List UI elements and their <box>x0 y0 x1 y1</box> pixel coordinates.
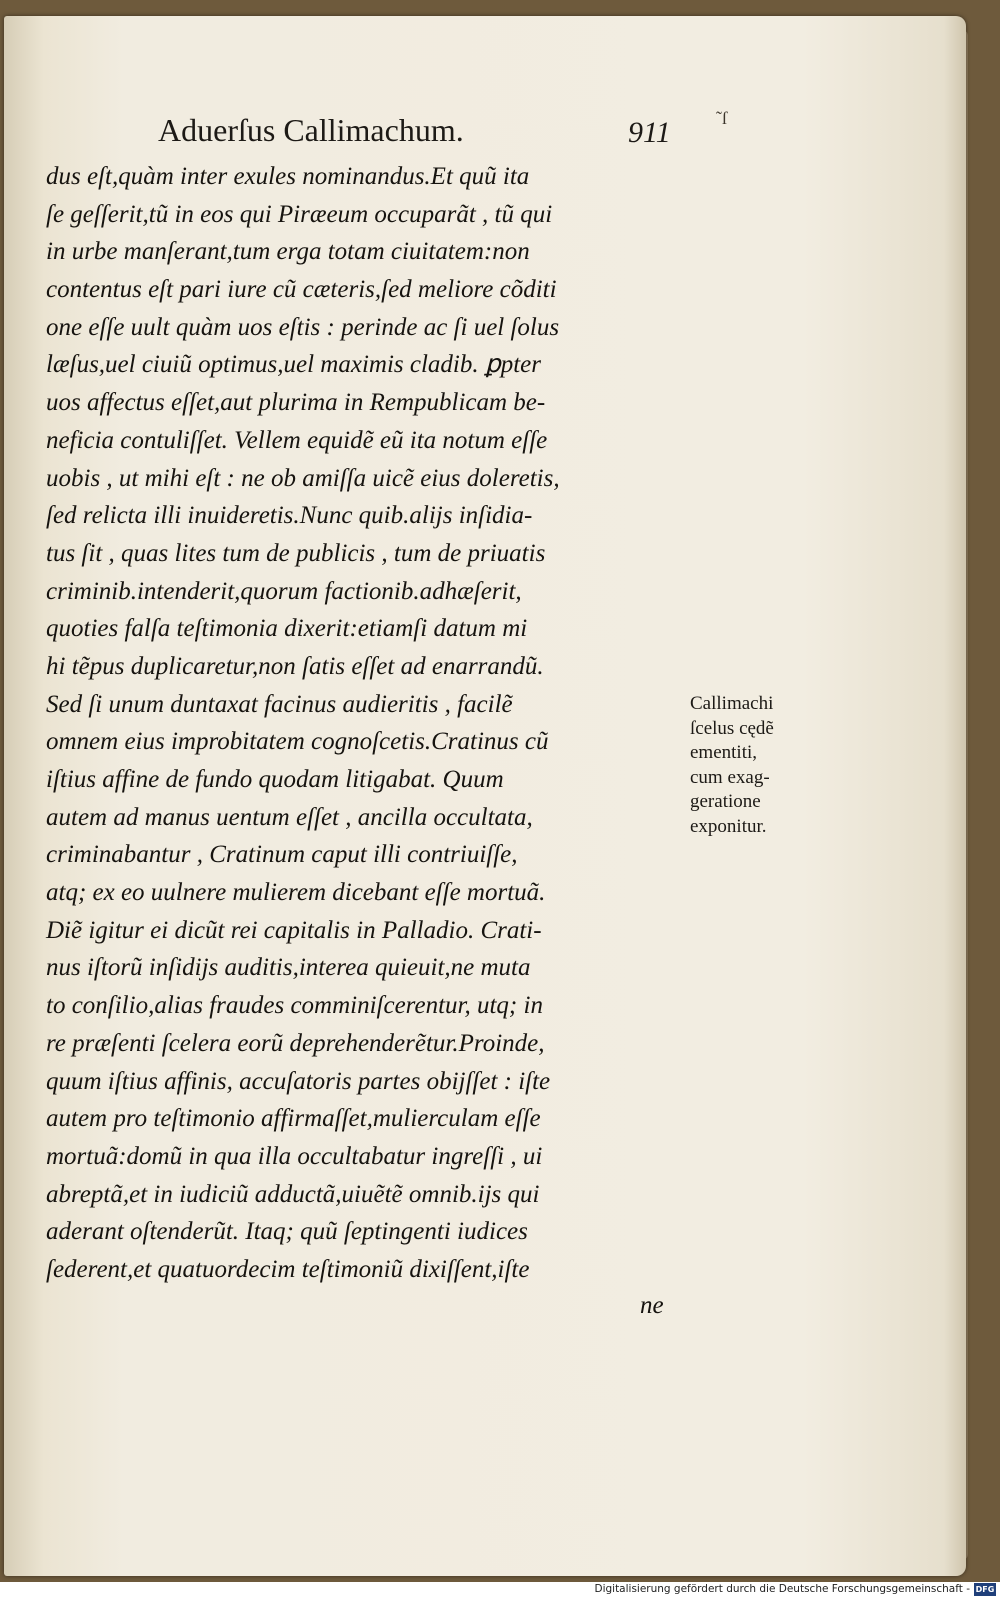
text-line: one eſſe uult quàm uos eſtis : perinde ac ſi uel ſolus <box>46 313 560 341</box>
text-line: uos affectus eſſet,aut plurima in Rempublicam be- <box>46 389 546 417</box>
text-line: dus eſt,quàm inter exules nominandus.Et quũ ita <box>46 163 530 190</box>
marginal-note-line: Callimachi <box>690 693 774 714</box>
text-line: læſus,uel ciuiũ optimus,uel maximis cladib. ꝑpter <box>46 351 541 379</box>
funding-credit: Digitalisierung gefördert durch die Deutsche Forschungsgemeinschaft - <box>594 1583 970 1595</box>
text-line: omnem eius improbitatem cognoſcetis.Cratinus cũ <box>46 728 549 756</box>
marginal-note-line: exponitur. <box>690 815 767 837</box>
dfg-logo-icon: DFG <box>975 1585 995 1594</box>
text-line: aderant oſtenderũt. Itaq; quũ ſeptingenti iudices <box>46 1218 528 1246</box>
text-line: nus iſtorũ inſidijs auditis,interea quieuit,ne muta <box>46 954 531 982</box>
text-line: quum iſtius affinis, accuſatoris partes obijſſet : iſte <box>46 1067 551 1095</box>
text-line: ſe geſſerit,tũ in eos qui Piræeum occuparãt , tũ qui <box>46 200 553 228</box>
text-line: ſed relicta illi inuideretis.Nunc quib.alijs inſidia- <box>46 502 533 530</box>
text-line: ſederent,et quatuordecim teſtimoniũ dixiſſent,iſte <box>46 1255 530 1283</box>
text-line: neficia contuliſſet. Vellem equidẽ eũ ita notum eſſe <box>46 426 548 454</box>
text-line: atq; ex eo uulnere mulierem dicebant eſſe mortuã. <box>46 879 546 907</box>
text-line: Sed ſi unum duntaxat facinus audieritis , facilẽ <box>46 690 513 718</box>
text-line: in urbe manſerant,tum erga totam ciuitatem:non <box>46 238 530 266</box>
body-text <box>46 158 686 1289</box>
marginal-note <box>690 692 840 839</box>
text-line: to conſilio,alias fraudes comminiſcerentur, utq; in <box>46 992 543 1020</box>
text-line: criminabantur , Cratinum caput illi contriuiſſe, <box>46 841 518 869</box>
text-line: abreptã,et in iudiciũ adductã,uiuẽtẽ omnib.ijs qui <box>46 1180 540 1208</box>
text-line: uobis , ut mihi eſt : ne ob amiſſa uicẽ eius doleretis, <box>46 464 560 492</box>
text-line: re præſenti ſcelera eorũ deprehenderẽtur.Proinde, <box>46 1029 545 1057</box>
page-number: 911 <box>628 116 671 149</box>
text-line: quoties falſa teſtimonia dixerit:etiamſi datum mi <box>46 615 528 643</box>
marginal-note-line: geratione <box>690 791 761 812</box>
ink-mark: ˜ſ <box>716 108 727 128</box>
text-line: mortuã:domũ in qua illa occultabatur ingreſſi , ui <box>46 1142 543 1170</box>
text-line: autem pro teſtimonio affirmaſſet,mulierculam eſſe <box>46 1105 541 1133</box>
running-head: Aduerſus Callimachum. <box>158 112 464 148</box>
text-line: criminib.intenderit,quorum factionib.adhæſerit, <box>46 577 522 605</box>
marginal-note-line: ſcelus cędẽ <box>690 717 774 739</box>
text-line: tus ſit , quas lites tum de publicis , tum de priuatis <box>46 539 546 567</box>
marginal-note-line: cum exag- <box>690 766 770 788</box>
text-line: iſtius affine de fundo quodam litigabat. Quum <box>46 766 504 793</box>
text-line: contentus eſt pari iure cũ cæteris,ſed meliore cõditi <box>46 276 557 304</box>
text-line: hi tẽpus duplicaretur,non ſatis eſſet ad enarrandũ. <box>46 652 544 680</box>
text-line: autem ad manus uentum eſſet , ancilla occultata, <box>46 803 533 831</box>
catchword: ne <box>640 1292 664 1319</box>
text-line: Diẽ igitur ei dicũt rei capitalis in Palladio. Crati- <box>46 916 542 944</box>
marginal-note-line: ementiti, <box>690 742 758 763</box>
